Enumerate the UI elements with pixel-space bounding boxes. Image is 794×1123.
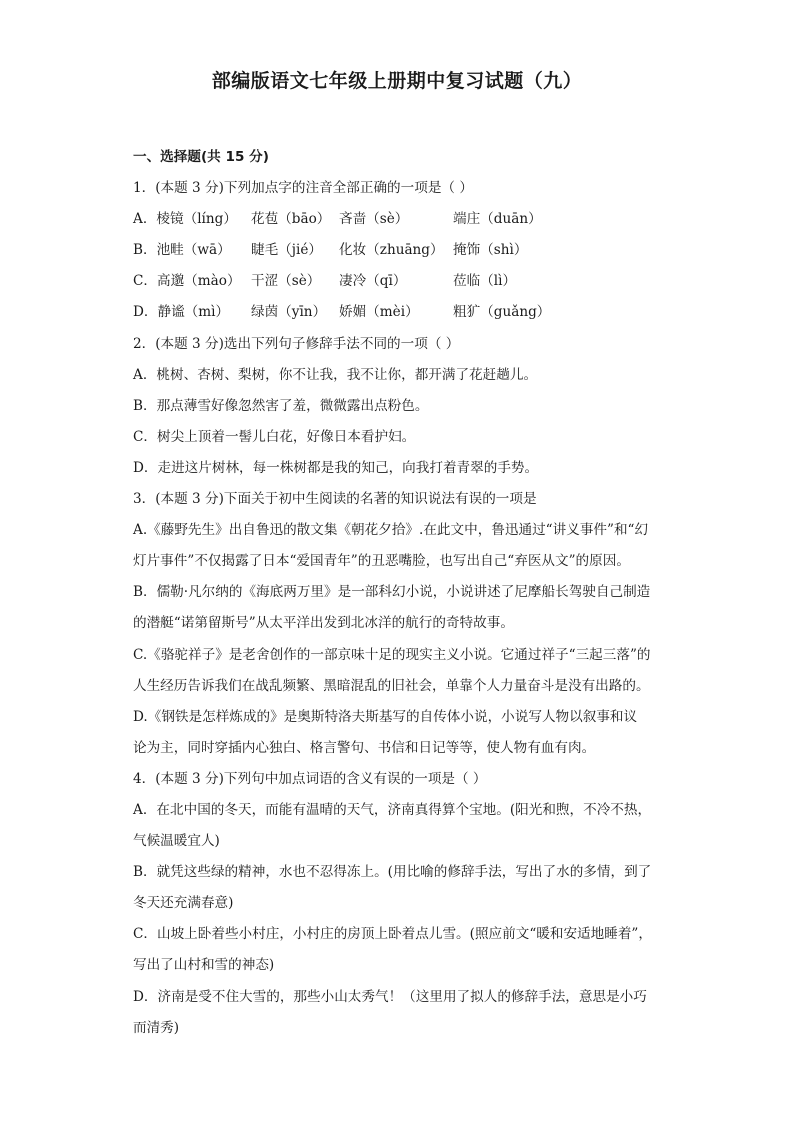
option-text-line: 冬天还充满春意) xyxy=(133,895,234,912)
option-item: 干涩（sè） xyxy=(251,273,321,290)
option-item: 莅临（lì） xyxy=(453,273,517,290)
option-text-line: B．就凭这些绿的精神，水也不忍得冻上。(用比喻的修辞手法，写出了水的多情，到了 xyxy=(133,864,652,881)
question-4 xyxy=(133,764,673,1044)
option-row-d xyxy=(133,297,673,328)
option-item: 吝啬（sè） xyxy=(339,211,409,228)
option-item: 睫毛（jié） xyxy=(251,242,322,259)
question-3 xyxy=(133,484,673,764)
option-item: 凄冷（qī） xyxy=(339,273,407,290)
option-text-line: 的潜艇“诺第留斯号”从太平洋出发到北冰洋的航行的奇特故事。 xyxy=(133,615,514,632)
exam-content xyxy=(133,142,673,1044)
option-a: A．桃树、杏树、梨树，你不让我，我不让你，都开满了花赶趟儿。 xyxy=(133,366,538,383)
option-text-line: 灯片事件”不仅揭露了日本“爱国青年”的丑恶嘴脸，也写出自己“弃医从文”的原因。 xyxy=(133,553,630,570)
option-text-line: B．儒勒·凡尔纳的《海底两万里》是一部科幻小说，小说讲述了尼摩船长驾驶自己制造 xyxy=(133,584,651,601)
option-item: 娇媚（mèi） xyxy=(339,304,419,321)
question-stem: 2．(本题 3 分)选出下列句子修辞手法不同的一项（ ） xyxy=(133,335,460,352)
option-row-c xyxy=(133,266,673,297)
option-text-line: D．济南是受不住大雪的，那些小山太秀气！（这里用了拟人的修辞手法，意思是小巧 xyxy=(133,988,647,1005)
option-text-line: 人生经历告诉我们在战乱频繁、黑暗混乱的旧社会，单靠个人力量奋斗是没有出路的。 xyxy=(133,677,650,694)
option-item: A．棱镜（líng） xyxy=(133,211,237,228)
option-text-line: 气候温暖宜人) xyxy=(133,833,220,850)
option-text-line: 论为主，同时穿插内心独白、格言警句、书信和日记等等，使人物有血有肉。 xyxy=(133,739,596,756)
option-text-line: C.《骆驼祥子》是老舍创作的一部京味十足的现实主义小说。它通过祥子“三起三落”的 xyxy=(133,646,651,663)
option-item: D．静谧（mì） xyxy=(133,304,230,321)
option-item: 绿茵（yīn） xyxy=(251,304,327,321)
option-text-line: A.《藤野先生》出自鲁迅的散文集《朝花夕拾》.在此文中，鲁迅通过“讲义事件”和“幻 xyxy=(133,522,649,539)
option-item: B．池畦（wā） xyxy=(133,242,231,259)
question-stem: 4．(本题 3 分)下列句中加点词语的含义有误的一项是（ ） xyxy=(133,770,487,787)
option-row-a xyxy=(133,204,673,235)
option-b: B．那点薄雪好像忽然害了羞，微微露出点粉色。 xyxy=(133,397,429,414)
option-item: C．高邈（mào） xyxy=(133,273,241,290)
page-title: 部编版语文七年级上册期中复习试题（九） xyxy=(211,70,583,92)
option-row-b xyxy=(133,235,673,266)
option-item: 粗犷（guǎng） xyxy=(453,304,551,321)
option-item: 掩饰（shì） xyxy=(453,242,528,259)
option-text-line: C．山坡上卧着些小村庄，小村庄的房顶上卧着点儿雪。(照应前文“暖和安适地睡着”， xyxy=(133,926,652,943)
question-stem: 1．(本题 3 分)下列加点字的注音全部正确的一项是（ ） xyxy=(133,180,473,197)
option-text-line: 而清秀) xyxy=(133,1019,180,1036)
question-1 xyxy=(133,173,673,328)
section-heading: 一、选择题(共 15 分) xyxy=(133,149,269,165)
option-item: 端庄（duān） xyxy=(453,211,542,228)
option-text-line: A．在北中国的冬天，而能有温晴的天气，济南真得算个宝地。(阳光和煦，不冷不热， xyxy=(133,801,652,818)
option-item: 花苞（bāo） xyxy=(251,211,331,228)
option-text-line: D.《钢铁是怎样炼成的》是奥斯特洛夫斯基写的自传体小说，小说写人物以叙事和议 xyxy=(133,708,638,725)
question-2 xyxy=(133,329,673,484)
option-text-line: 写出了山村和雪的神态) xyxy=(133,957,275,974)
option-c: C．树尖上顶着一髻儿白花，好像日本看护妇。 xyxy=(133,428,416,445)
option-item: 化妆（zhuāng） xyxy=(339,242,444,259)
question-stem: 3．(本题 3 分)下面关于初中生阅读的名著的知识说法有误的一项是 xyxy=(133,491,537,508)
option-d: D．走进这片树林，每一株树都是我的知己，向我打着青翠的手势。 xyxy=(133,459,539,476)
